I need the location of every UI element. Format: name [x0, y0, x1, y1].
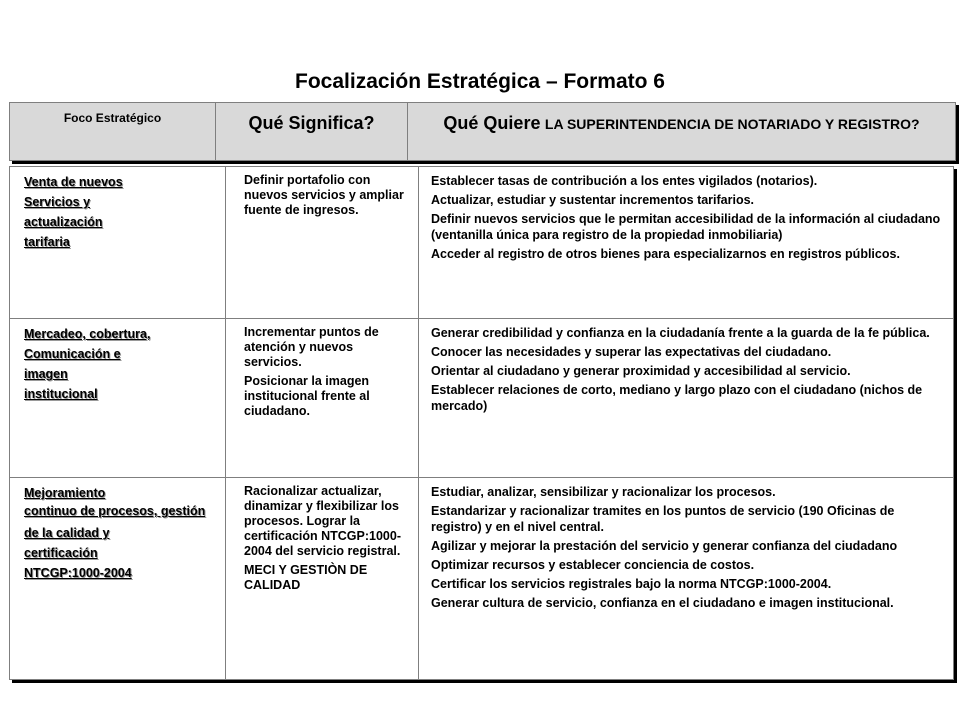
wants-cell — [418, 478, 953, 679]
want-item: Actualizar, estudiar y sustentar incrementos tarifarios. — [431, 193, 755, 207]
focus-line: imagen — [24, 367, 68, 381]
want-item: Generar credibilidad y confianza en la ciudadanía frente a la guarda de la fe pública. — [431, 326, 930, 340]
meaning-text: MECI Y GESTIÒN DE CALIDAD — [244, 563, 368, 592]
focus-line: NTCGP:1000-2004 — [24, 566, 132, 580]
meaning-text: Posicionar la imagen institucional frente al ciudadano. — [244, 374, 370, 418]
focus-line: Venta de nuevos — [24, 175, 123, 189]
focus-line: institucional — [24, 387, 98, 401]
header-que-quiere-entity: LA SUPERINTENDENCIA DE NOTARIADO Y REGISTRO? — [544, 116, 920, 132]
table-row — [10, 478, 953, 679]
want-item: Certificar los servicios registrales bajo la norma NTCGP:1000-2004. — [431, 577, 832, 591]
table-row — [10, 319, 953, 478]
meaning-cell — [225, 167, 418, 318]
focus-line: certificación — [24, 546, 98, 560]
wants-cell — [418, 167, 953, 318]
header-que-significa: Qué Significa? — [215, 103, 408, 160]
want-item: Estudiar, analizar, sensibilizar y racionalizar los procesos. — [431, 485, 776, 499]
wants-cell — [418, 319, 953, 477]
want-item: Estandarizar y racionalizar tramites en los puntos de servicio (190 Oficinas de registro) y en el nivel central. — [431, 504, 895, 534]
focus-line: continuo de procesos, gestión — [24, 504, 206, 518]
meaning-text: Racionalizar actualizar, dinamizar y flexibilizar los procesos. Lograr la certificación NTCGP:1000-2004 del servicio registral. — [244, 484, 401, 558]
table-header — [9, 102, 956, 161]
focus-line: de la calidad y — [24, 526, 110, 540]
focus-cell — [10, 478, 225, 679]
focus-line: actualización — [24, 215, 103, 229]
want-item: Generar cultura de servicio, confianza en el ciudadano e imagen institucional. — [431, 596, 894, 610]
header-que-quiere — [408, 103, 955, 160]
page-title: Focalización Estratégica – Formato 6 — [295, 70, 665, 93]
header-que-quiere-label: Qué Quiere — [443, 113, 541, 133]
meaning-text: Incrementar puntos de atención y nuevos servicios. — [244, 325, 379, 369]
meaning-cell — [225, 478, 418, 679]
focus-line: Mejoramiento — [24, 486, 106, 500]
table-row — [10, 167, 953, 319]
header-foco-estrategico: Foco Estratégico — [63, 111, 162, 125]
want-item: Acceder al registro de otros bienes para especializarnos en registros públicos. — [431, 247, 900, 261]
focus-line: tarifaria — [24, 235, 70, 249]
want-item: Optimizar recursos y establecer conciencia de costos. — [431, 558, 755, 572]
want-item: Establecer tasas de contribución a los entes vigilados (notarios). — [431, 174, 818, 188]
focus-line: Comunicación e — [24, 347, 121, 361]
want-item: Agilizar y mejorar la prestación del servicio y generar confianza del ciudadano — [431, 539, 898, 553]
focus-cell — [10, 319, 225, 477]
want-item: Conocer las necesidades y superar las expectativas del ciudadano. — [431, 345, 832, 359]
want-item: Orientar al ciudadano y generar proximidad y accesibilidad al servicio. — [431, 364, 851, 378]
focus-line: Servicios y — [24, 195, 91, 209]
focus-cell — [10, 167, 225, 318]
want-item: Definir nuevos servicios que le permitan accesibilidad de la información al ciudadano (ventanilla única para registro de la propiedad inmobiliaria) — [431, 212, 941, 242]
want-item: Establecer relaciones de corto, mediano y largo plazo con el ciudadano (nichos de mercado) — [431, 383, 923, 413]
focus-line: Mercadeo, cobertura, — [24, 327, 151, 341]
meaning-cell — [225, 319, 418, 477]
meaning-text: Definir portafolio con nuevos servicios y ampliar fuente de ingresos. — [244, 173, 404, 217]
focus-table — [9, 166, 954, 680]
